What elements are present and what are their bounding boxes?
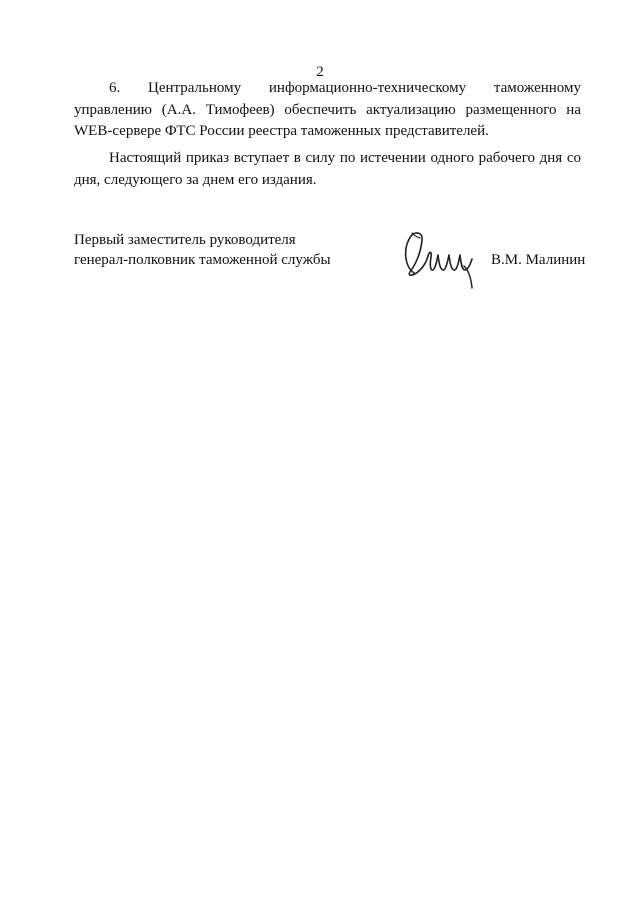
handwritten-signature bbox=[392, 222, 484, 292]
paragraph-item-6 bbox=[74, 78, 581, 143]
page-number: 2 bbox=[316, 64, 324, 80]
paragraph-effective-date bbox=[74, 148, 581, 191]
signer-title-line-1: Первый заместитель руководителя bbox=[74, 232, 296, 248]
signer-title-line-2: генерал-полковник таможенной службы bbox=[74, 252, 331, 268]
signer-title bbox=[74, 230, 331, 270]
paragraph-effective-date-text: Настоящий приказ вступает в силу по истечении одного рабочего дня со дня, следующего за днем его издания. bbox=[74, 150, 581, 188]
signer-name: В.М. Малинин bbox=[491, 252, 586, 268]
paragraph-item-6-text: 6. Центральному информационно-техническому таможенному управлению (А.А. Тимофеев) обеспечить актуализацию размещенного на WEB-сервере ФТС России реестра таможенных представителей. bbox=[74, 80, 581, 139]
signature-block bbox=[74, 230, 584, 310]
